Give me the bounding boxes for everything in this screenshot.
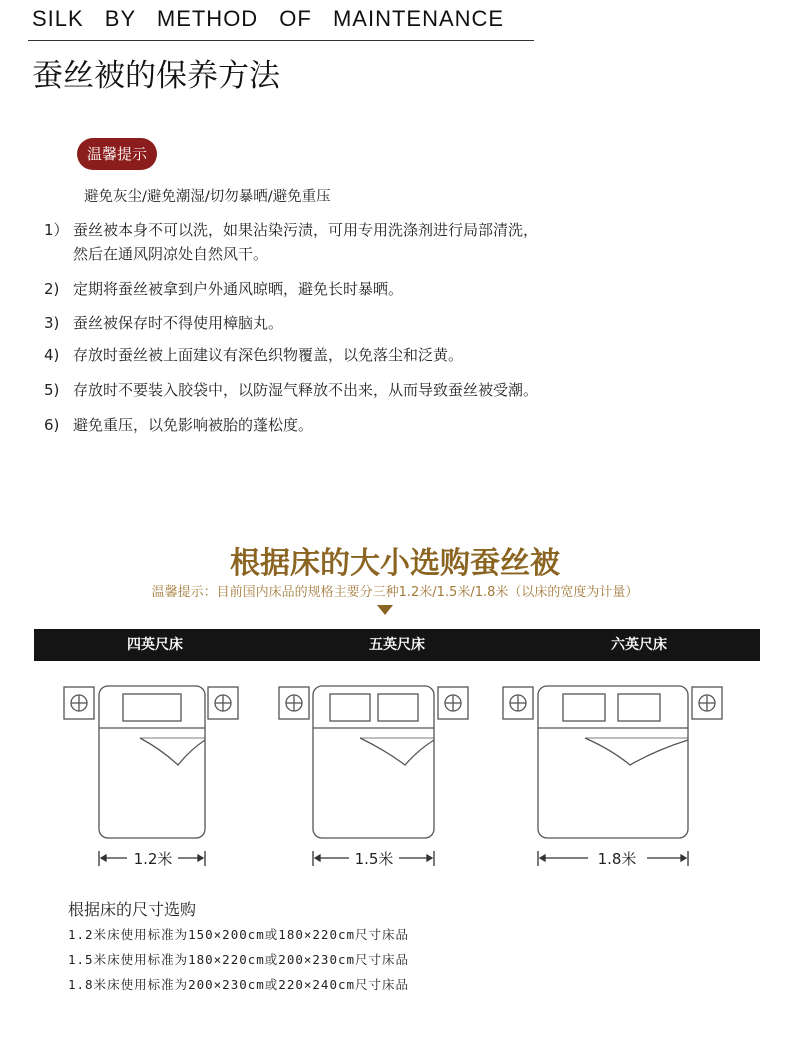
buy-guide-line: 1.2米床使用标准为150×200cm或180×220cm尺寸床品 — [68, 927, 410, 942]
item-text: 然后在通风阴凉处自然风干。 — [73, 245, 269, 263]
notice-tips: 避免灰尘/避免潮湿/切勿暴晒/避免重压 — [84, 189, 331, 205]
item-number: 5) — [44, 381, 60, 399]
bed-diagram-1.5m — [279, 686, 468, 838]
notice-badge: 温馨提示 — [77, 138, 157, 170]
english-title: SILK BY METHOD OF MAINTENANCE — [32, 6, 505, 31]
bed-label-5ft: 五英尺床 — [369, 637, 425, 653]
item-text: 避免重压，以免影响被胎的蓬松度。 — [73, 416, 314, 434]
size-section-subtitle: 温馨提示：目前国内床品的规格主要分三种1.2米/1.5米/1.8米（以床的宽度为计量） — [151, 585, 639, 600]
list-item — [44, 378, 538, 402]
item-text: 存放时蚕丝被上面建议有深色织物覆盖，以免落尘和泛黄。 — [73, 346, 464, 364]
bed-diagram-1.2m — [64, 686, 238, 838]
bed-frame — [99, 686, 205, 838]
bed-label-4ft: 四英尺床 — [127, 637, 183, 653]
width-label-2: 1.5米 — [354, 850, 394, 868]
list-item — [44, 277, 403, 301]
size-section-title: 根据床的大小选购蚕丝被 — [230, 546, 560, 581]
item-number: 2) — [44, 280, 60, 298]
down-triangle-icon — [377, 605, 393, 615]
item-number: 6) — [44, 416, 60, 434]
bed-diagram-1.8m — [503, 686, 722, 838]
item-text: 定期将蚕丝被拿到户外通风晾晒，避免长时暴晒。 — [73, 280, 404, 298]
buy-guide-line: 1.8米床使用标准为200×230cm或220×240cm尺寸床品 — [68, 977, 410, 992]
item-number: 1） — [44, 221, 69, 239]
item-number: 4) — [44, 346, 60, 364]
width-label-3: 1.8米 — [597, 850, 637, 868]
width-label-1: 1.2米 — [133, 850, 173, 868]
bed-label-6ft: 六英尺床 — [611, 637, 667, 653]
item-text: 存放时不要装入胶袋中，以防湿气释放不出来，从而导致蚕丝被受潮。 — [73, 381, 539, 399]
list-item — [44, 311, 283, 335]
bed-size-header-bar — [34, 629, 760, 661]
list-item — [44, 218, 538, 266]
chinese-title: 蚕丝被的保养方法 — [32, 58, 280, 94]
list-item — [44, 413, 313, 437]
item-text: 蚕丝被本身不可以洗，如果沾染污渍，可用专用洗涤剂进行局部清洗， — [73, 221, 539, 239]
buy-guide-line: 1.5米床使用标准为180×220cm或200×230cm尺寸床品 — [68, 952, 410, 967]
buy-guide-title: 根据床的尺寸选购 — [68, 900, 197, 919]
bed-frame — [538, 686, 688, 838]
item-number: 3) — [44, 314, 60, 332]
list-item — [44, 343, 463, 367]
title-divider — [28, 40, 534, 41]
bed-frame — [313, 686, 434, 838]
item-text: 蚕丝被保存时不得使用樟脑丸。 — [73, 314, 284, 332]
